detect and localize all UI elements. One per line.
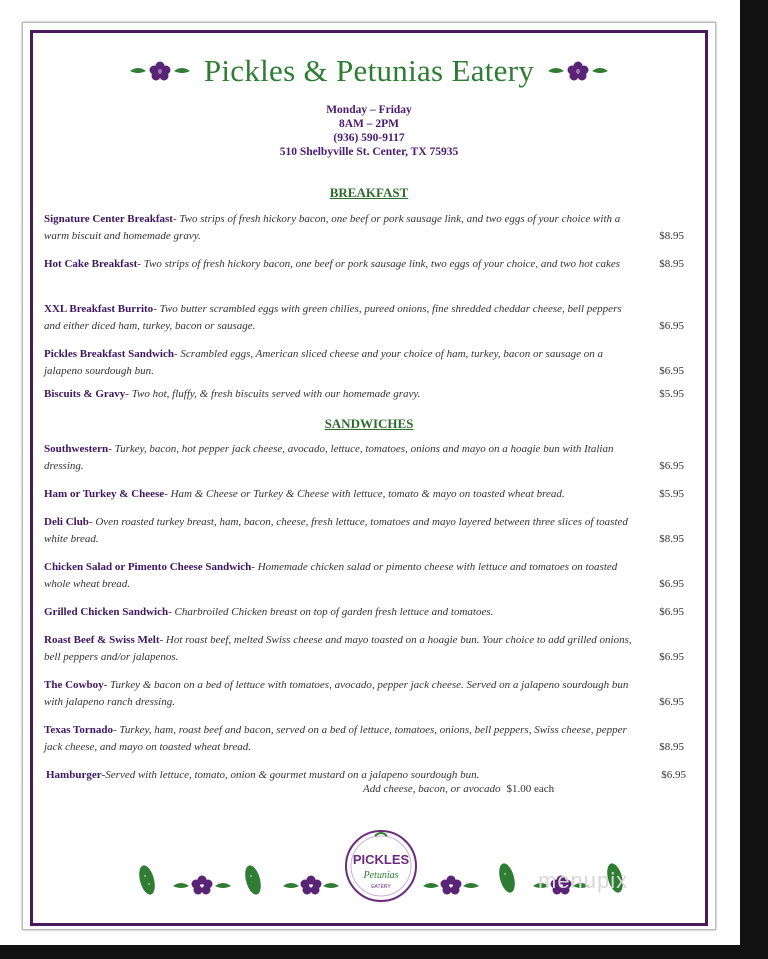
menu-item: Biscuits & Gravy- Two hot, fluffy, & fresh biscuits served with our homemade gravy. $5.95 — [44, 386, 684, 403]
pickle-icon — [136, 864, 157, 897]
opening-days: Monday – Friday — [326, 104, 412, 116]
item-name: Southwestern — [44, 443, 109, 455]
item-price: $6.95 — [659, 460, 684, 472]
pickle-icon — [496, 862, 517, 895]
page-title: Pickles & Petunias Eatery — [203, 53, 535, 88]
logo-word-eatery: EATERY — [371, 884, 391, 890]
item-price: $6.95 — [659, 578, 684, 590]
item-price: $8.95 — [659, 533, 684, 545]
item-name: Signature Center Breakfast — [44, 213, 173, 225]
sandwiches-section-title: SANDWICHES — [324, 416, 414, 431]
restaurant-info — [33, 103, 705, 159]
item-description: Turkey, bacon, hot pepper jack cheese, avocado, lettuce, tomatoes, onions and mayo on a hoagie bun with Italian dressing. — [44, 443, 614, 472]
menu-item: Southwestern- Turkey, bacon, hot pepper jack cheese, avocado, lettuce, tomatoes, onions and mayo on a hoagie bun with Italian dressing. $6.95 — [44, 441, 684, 475]
item-description: Two hot, fluffy, & fresh biscuits served with our homemade gravy. — [131, 388, 421, 400]
item-price: $6.95 — [659, 320, 684, 332]
item-price: $8.95 — [659, 258, 684, 270]
item-description: Hot roast beef, melted Swiss cheese and mayo toasted on a hoagie bun. Your choice to add grilled onions, bell peppers and/or jalapenos. — [44, 634, 632, 663]
item-name: Hot Cake Breakfast — [44, 258, 138, 270]
item-price: $8.95 — [659, 230, 684, 242]
item-name: Grilled Chicken Sandwich — [44, 606, 169, 618]
item-price: $6.95 — [659, 651, 684, 663]
bottom-edge-strip — [0, 945, 768, 959]
item-description: Turkey & bacon on a bed of lettuce with tomatoes, avocado, pepper jack cheese. Served on a jalapeno sourdough bun with jalapeno ranch dressing. — [44, 679, 629, 708]
menu-item: Deli Club- Oven roasted turkey breast, ham, bacon, cheese, fresh lettuce, tomatoes and mayo layered between three slices of toasted white bread. $8.95 — [44, 514, 684, 548]
item-price: $6.95 — [659, 696, 684, 708]
menu-item: Chicken Salad or Pimento Cheese Sandwich- Homemade chicken salad or pimento cheese with lettuce and tomatoes on toasted whole wheat bread. $6.95 — [44, 559, 684, 593]
item-name: Biscuits & Gravy — [44, 388, 126, 400]
item-name: The Cowboy — [44, 679, 104, 691]
item-description: Scrambled eggs, American sliced cheese and your choice of ham, turkey, bacon or sausage on a jalapeno sourdough bun. — [44, 348, 603, 377]
item-name: Texas Tornado — [44, 724, 113, 736]
logo-seal — [346, 831, 416, 901]
logo-word-pickles: PICKLES — [352, 852, 410, 867]
breakfast-section-title: BREAKFAST — [329, 185, 409, 200]
pickle-icon — [242, 864, 263, 897]
title-row — [33, 53, 705, 89]
item-price: $5.95 — [659, 488, 684, 500]
item-name: Pickles Breakfast Sandwich — [44, 348, 174, 360]
opening-hours: 8AM – 2PM — [338, 118, 400, 130]
addon-note — [363, 783, 554, 795]
item-name: Deli Club — [44, 516, 89, 528]
item-description: Charbroiled Chicken breast on top of garden fresh lettuce and tomatoes. — [174, 606, 494, 618]
item-name: Roast Beef & Swiss Melt — [44, 634, 160, 646]
flower-ornament-icon — [128, 59, 192, 83]
item-name: Chicken Salad or Pimento Cheese Sandwich — [44, 561, 252, 573]
menu-item: Ham or Turkey & Cheese- Ham & Cheese or Turkey & Cheese with lettuce, tomato & mayo on toasted wheat bread. $5.95 — [44, 486, 684, 503]
watermark: menupix — [538, 868, 629, 893]
menu-item: Pickles Breakfast Sandwich- Scrambled eggs, American sliced cheese and your choice of ham, turkey, bacon or sausage on a jalapeno sourdough bun. $6.95 — [44, 346, 684, 380]
phone-number: (936) 590-9117 — [333, 132, 405, 144]
item-price: $5.95 — [659, 388, 684, 400]
item-description: Homemade chicken salad or pimento cheese with lettuce and tomatoes on toasted whole wheat bread. — [44, 561, 618, 590]
item-price: $8.95 — [659, 741, 684, 753]
item-description: Two strips of fresh hickory bacon, one beef or pork sausage link, two eggs of your choice, and two hot cakes — [143, 258, 621, 270]
item-description: Two butter scrambled eggs with green chilies, pureed onions, fine shredded cheddar cheese, bell peppers and either diced ham, turkey, bacon or sausage. — [44, 303, 622, 332]
addon-price: $1.00 each — [506, 783, 555, 795]
flower-ornament-icon — [546, 59, 610, 83]
menu-item: Hot Cake Breakfast- Two strips of fresh hickory bacon, one beef or pork sausage link, two eggs of your choice, and two hot cakes $8.95 — [44, 256, 684, 273]
item-name: Hamburger — [46, 769, 102, 781]
logo-word-petunias: Petunias — [363, 870, 399, 881]
item-price: $6.95 — [659, 606, 684, 618]
item-name: Ham or Turkey & Cheese — [44, 488, 165, 500]
item-description: Ham & Cheese or Turkey & Cheese with lettuce, tomato & mayo on toasted wheat bread. — [170, 488, 565, 500]
addon-text: Add cheese, bacon, or avocado — [363, 783, 501, 795]
item-description: Oven roasted turkey breast, ham, bacon, cheese, fresh lettuce, tomatoes and mayo layered between three slices of toasted white bread. — [44, 516, 628, 545]
flower-ornament-icon — [173, 876, 231, 895]
item-description: Two strips of fresh hickory bacon, one beef or pork sausage link, and two eggs of your choice with a warm biscuit and homemade gravy. — [44, 213, 621, 242]
menu-item: Grilled Chicken Sandwich- Charbroiled Chicken breast on top of garden fresh lettuce and tomatoes. $6.95 — [44, 604, 684, 621]
menu-item: The Cowboy- Turkey & bacon on a bed of lettuce with tomatoes, avocado, pepper jack cheese. Served on a jalapeno sourdough bun with jalapeno ranch dressing. $6.95 — [44, 677, 684, 711]
item-name: XXL Breakfast Burrito — [44, 303, 154, 315]
menu-item: XXL Breakfast Burrito- Two butter scrambled eggs with green chilies, pureed onions, fine shredded cheddar cheese, bell peppers and either diced ham, turkey, bacon or sausage. $6.95 — [44, 301, 684, 335]
menu-frame — [30, 30, 708, 926]
item-description: Turkey, ham, roast beef and bacon, served on a bed of lettuce, tomatoes, onions, bell peppers, Swiss cheese, pepper jack cheese, and mayo on toasted wheat bread. — [44, 724, 627, 753]
item-description: Served with lettuce, tomato, onion & gourmet mustard on a jalapeno sourdough bun. — [105, 769, 480, 781]
flower-ornament-icon — [283, 876, 339, 895]
menu-page — [22, 22, 716, 930]
menu-item: Hamburger-Served with lettuce, tomato, onion & gourmet mustard on a jalapeno sourdough bun. $6.95 — [46, 767, 686, 784]
menu-item: Signature Center Breakfast- Two strips of fresh hickory bacon, one beef or pork sausage link, and two eggs of your choice with a warm biscuit and homemade gravy. $8.95 — [44, 211, 684, 245]
address: 510 Shelbyville St. Center, TX 75935 — [279, 146, 459, 158]
menu-item: Texas Tornado- Turkey, ham, roast beef and bacon, served on a bed of lettuce, tomatoes, onions, bell peppers, Swiss cheese, pepper jack cheese, and mayo on toasted wheat bread. $8.95 — [44, 722, 684, 756]
right-edge-strip — [740, 0, 768, 959]
item-price: $6.95 — [661, 769, 686, 781]
flower-ornament-icon — [423, 876, 479, 895]
item-price: $6.95 — [659, 365, 684, 377]
menu-item: Roast Beef & Swiss Melt- Hot roast beef, melted Swiss cheese and mayo toasted on a hoagie bun. Your choice to add grilled onions, bell peppers and/or jalapenos. $6.95 — [44, 632, 684, 666]
